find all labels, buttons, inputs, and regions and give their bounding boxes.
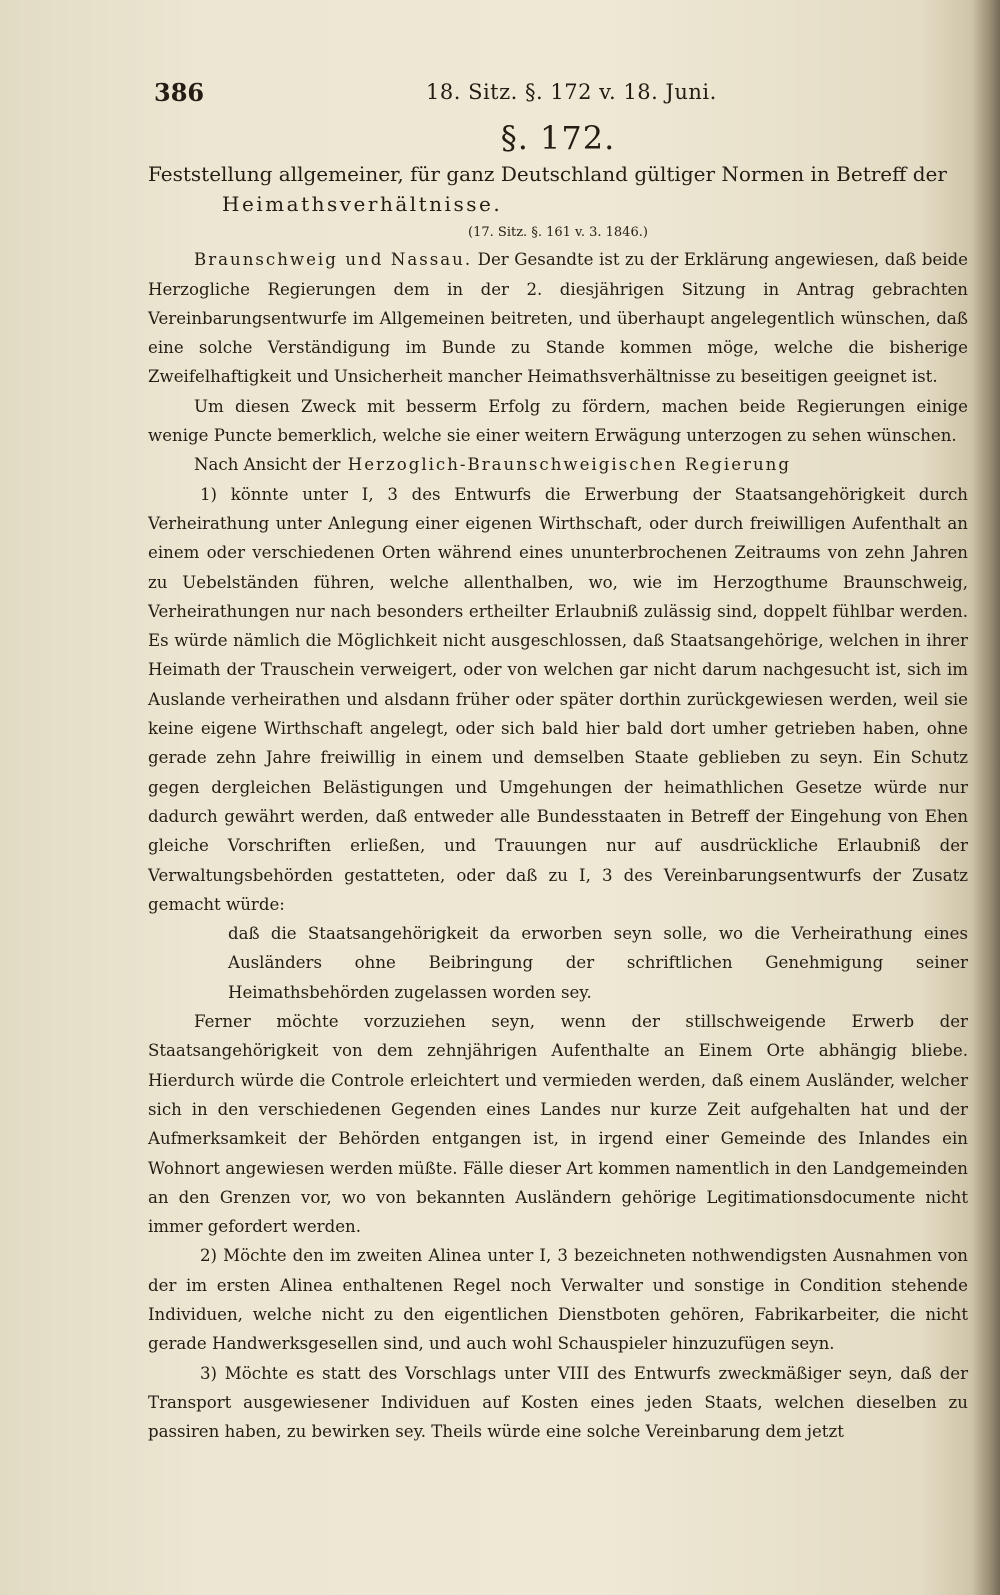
section-title-line-1: Feststellung allgemeiner, für ganz Deutschland gültiger Normen in Betreff der [148,162,947,187]
paragraph-point-1: 1) könnte unter I, 3 des Entwurfs die Erwerbung der Staatsangehörigkeit durch Verheirathung unter Anlegung einer eigenen Wirthschaft, oder durch freiwilligen Aufenthalt an einem oder verschiedenen Orten während eines ununterbrochenen Zeitraums von zehn Jahren zu Uebelständen führen, welche allenthalben, wo, wie im Herzogthume Braunschweig, Verheirathungen nur nach besonders ertheilter Erlaubniß zulässig sind, doppelt fühlbar werden. Es würde nämlich die Möglichkeit nicht ausgeschlossen, daß Staatsangehörige, welchen in ihrer Heimath der Trauschein verweigert, oder von welchen gar nicht darum nachgesucht ist, sich im Auslande verheirathen und alsdann früher oder später dorthin zurückgewiesen werden, weil sie keine eigene Wirthschaft angelegt, oder sich bald hier bald dort umher getrieben haben, ohne gerade zehn Jahre freiwillig in einem und demselben Staate geblieben zu seyn. Ein Schutz gegen dergleichen Belästigungen und Umgehungen der heimathlichen Gesetze würde nur dadurch gewährt werden, daß entweder alle Bundesstaaten in Betreff der Eingehung von Ehen gleiche Vorschriften erließen, und Trauungen nur auf ausdrückliche Erlaubniß der Verwaltungsbehörden gestatteten, oder daß zu I, 3 des Vereinbarungsentwurfs der Zusatz gemacht würde: [148,484,968,914]
paragraph-text: Der Gesandte ist zu der Erklärung angewiesen, daß beide Herzogliche Regierungen dem in der 2. diesjährigen Sitzung in Antrag gebrachten Vereinbarungsentwurfe im Allgemeinen beitreten, und überhaupt angelegentlich wünschen, daß eine solche Verständigung im Bunde zu Stande kommen möge, welche die bisherige Zweifelhaftigkeit und Unsicherheit mancher Heimathsverhältnisse zu beseitigen geeignet ist. [148,250,969,387]
book-spine-shadow [972,0,1000,1595]
paragraph-point-3: 3) Möchte es statt des Vorschlags unter VIII des Entwurfs zweckmäßiger seyn, daß der Transport ausgewiesener Individuen auf Kosten eines jeden Staats, welchen dieselben zu passiren haben, zu bewirken sey. Theils würde eine solche Vereinbarung dem jetzt [148,1363,968,1442]
paragraph-declaration [148,245,968,391]
running-title: 18. Sitz. §. 172 v. 18. Juni. [426,80,717,104]
section-title [148,159,968,219]
section-number: §. 172. [500,119,616,157]
running-header [148,72,968,112]
paragraph-view-heading [148,450,968,479]
page-content [148,72,968,1446]
paragraph-proposed-addition: daß die Staatsangehörigkeit da erworben seyn solle, wo die Verheirathung eines Ausländers ohne Beibringung der schriftlichen Genehmigung seiner Heimathsbehörden zugelassen worden sey. [228,924,968,1002]
paragraph-purpose: Um diesen Zweck mit besserm Erfolg zu fördern, machen beide Regierungen einige wenige Puncte bemerklich, welche sie einer weitern Erwägung unterzogen zu sehen wünschen. [148,396,968,446]
reference-note: (17. Sitz. §. 161 v. 3. 1846.) [468,225,648,241]
paragraph-further: Ferner möchte vorzuziehen seyn, wenn der stillschweigende Erwerb der Staatsangehörigkeit von dem zehnjährigen Aufenthalte an Einem Orte abhängig bliebe. Hierdurch würde die Controle erleichtert und vermieden werden, daß einem Ausländer, welcher sich in den verschiedenen Gegenden eines Landes nur kurze Zeit aufgehalten hat und der Aufmerksamkeit der Behörden entgangen ist, in irgend einer Gemeinde des Inlandes ein Wohnort angewiesen werden müßte. Fälle dieser Art kommen namentlich in den Landgemeinden an den Grenzen vor, wo von bekannten Ausländern gehörige Legitimationsdocumente nicht immer gefordert werden. [148,1012,968,1237]
view-lead: Nach Ansicht der [194,455,341,475]
government-name: Herzoglich-Braunschweigischen Regierung [340,455,791,475]
states-lead: Braunschweig und Nassau. [194,250,473,270]
section-title-line-2: Heimathsverhältnisse. [222,192,503,217]
page-number: 386 [154,78,205,107]
paragraph-point-2: 2) Möchte den im zweiten Alinea unter I, 3 bezeichneten nothwendigsten Ausnahmen von der im ersten Alinea enthaltenen Regel noch Verwalter und sonstige in Condition stehende Individuen, welche nicht zu den eigentlichen Dienstboten gehören, Fabrikarbeiter, die nicht gerade Handwerksgesellen sind, und auch wohl Schauspieler hinzuzufügen seyn. [148,1246,968,1354]
